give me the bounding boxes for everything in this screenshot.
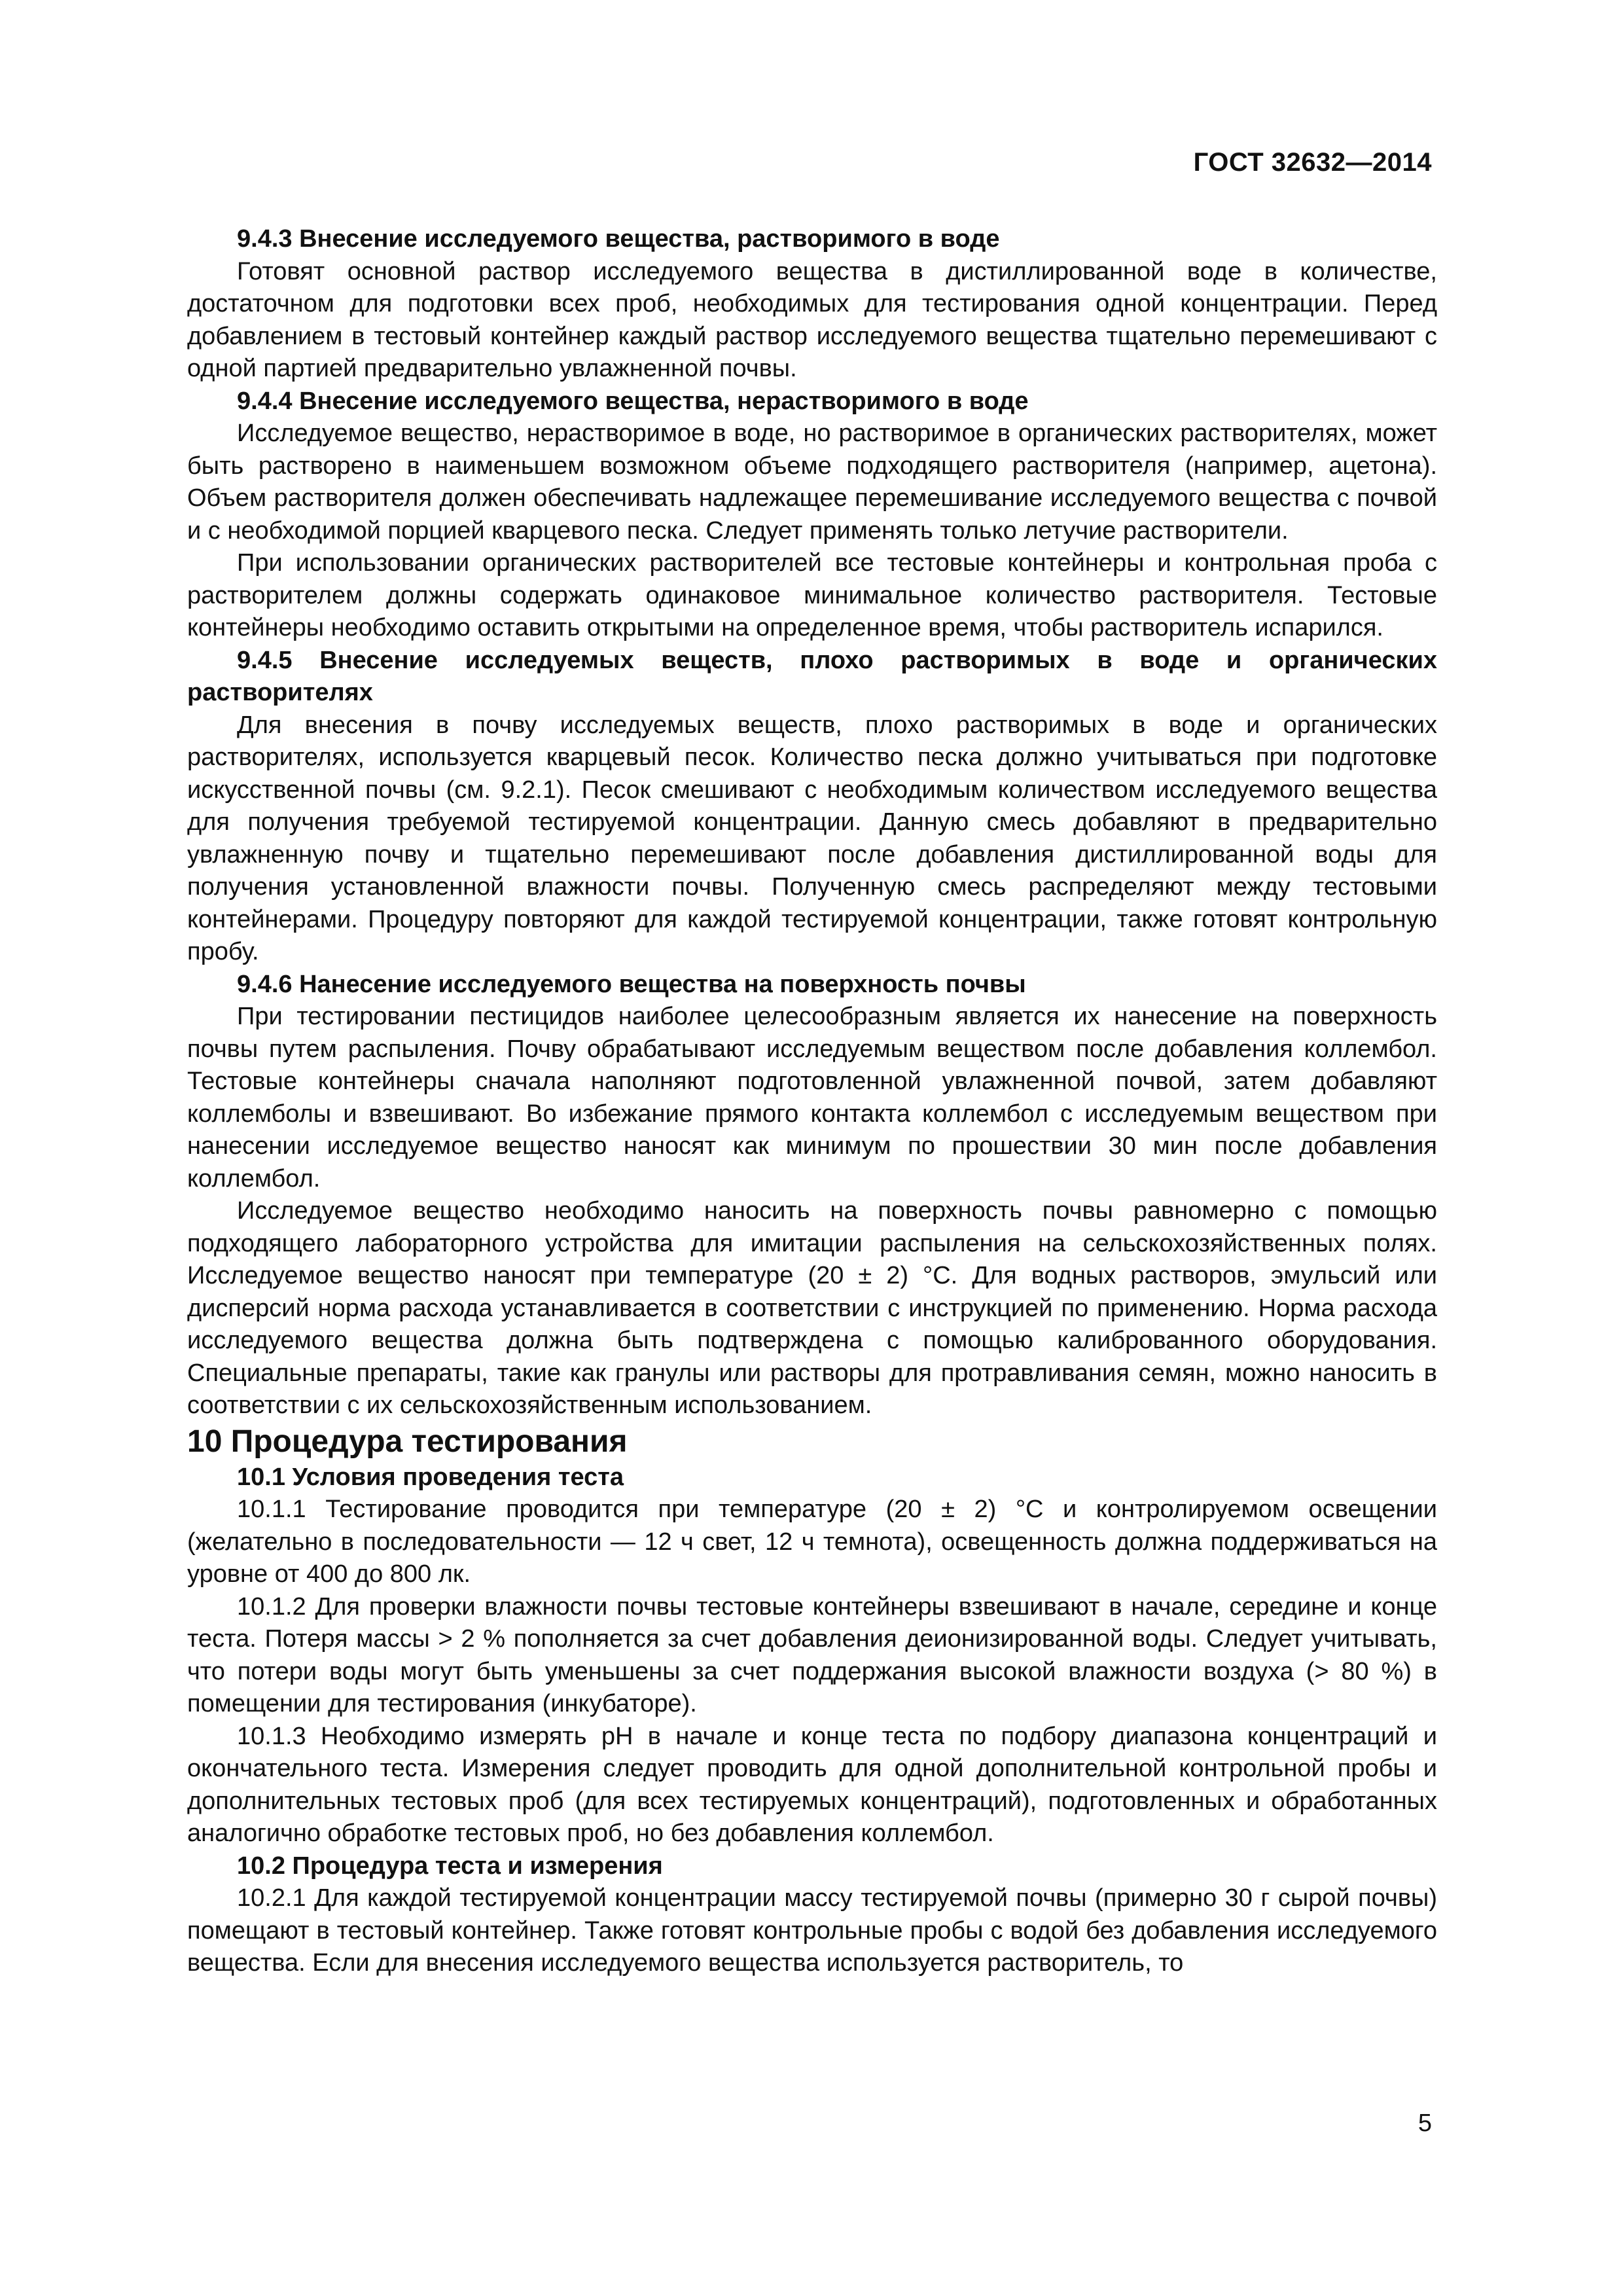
- subsection-9-4-3-title: 9.4.3 Внесение исследуемого вещества, растворимого в воде: [237, 225, 1000, 253]
- subsection-9-4-5-title: 9.4.5 Внесение исследуемых веществ, плохо растворимых в воде и органических растворителях: [187, 646, 1437, 706]
- paragraph: Для внесения в почву исследуемых веществ, плохо растворимых в воде и органических растворителях, используется кварцевый песок. Количество песка должно учитываться при подготовке искусственной почвы (см. 9.2.1). Песок смешивают с необходимым количеством исследуемого вещества для получения требуемой тестируемой концентрации. Данную смесь добавляют в предварительно увлажненную почву и тщательно перемешивают после добавления дистиллированной воды для получения установленной влажности почвы. Полученную смесь распределяют между тестовыми контейнерами. Процедуру повторяют для каждой тестируемой концентрации, также готовят контрольную пробу.: [187, 711, 1437, 965]
- section-10-title: 10 Процедура тестирования: [187, 1424, 628, 1459]
- subsection-10-2-title: 10.2 Процедура теста и измерения: [237, 1852, 663, 1880]
- paragraph: 10.2.1 Для каждой тестируемой концентрации массу тестируемой почвы (примерно 30 г сырой почвы) помещают в тестовый контейнер. Также готовят контрольные пробы с водой без добавления исследуемого вещества. Если для внесения исследуемого вещества используется растворитель, то: [187, 1884, 1437, 1977]
- page-number: 5: [1418, 2109, 1432, 2137]
- paragraph: 10.1.2 Для проверки влажности почвы тестовые контейнеры взвешивают в начале, середине и конце теста. Потеря массы > 2 % пополняется за счет добавления деионизированной воды. Следует учитывать, что потери воды могут быть уменьшены за счет поддержания высокой влажности воздуха (> 80 %) в помещении для тестирования (инкубаторе).: [187, 1592, 1437, 1717]
- document-header: ГОСТ 32632—2014: [1193, 148, 1432, 177]
- subsection-10-1-title: 10.1 Условия проведения теста: [237, 1463, 624, 1491]
- document-body: [187, 223, 1437, 1980]
- paragraph: При использовании органических растворителей все тестовые контейнеры и контрольная проба с растворителем должны содержать одинаковое минимальное количество растворителя. Тестовые контейнеры необходимо оставить открытыми на определенное время, чтобы растворитель испарился.: [187, 549, 1437, 641]
- paragraph: 10.1.1 Тестирование проводится при температуре (20 ± 2) °С и контролируемом освещении (желательно в последовательности — 12 ч свет, 12 ч темнота), освещенность должна поддерживаться на уровне от 400 до 800 лк.: [187, 1496, 1437, 1588]
- paragraph: Исследуемое вещество необходимо наносить на поверхность почвы равномерно с помощью подходящего лабораторного устройства для имитации распыления на сельскохозяйственных полях. Исследуемое вещество наносят при температуре (20 ± 2) °С. Для водных растворов, эмульсий или дисперсий норма расхода устанавливается в соответствии с инструкцией по применению. Норма расхода исследуемого вещества должна быть подтверждена с помощью калиброванного оборудования. Специальные препараты, такие как гранулы или растворы для протравливания семян, можно наносить в соответствии с их сельскохозяйственным использованием.: [187, 1197, 1437, 1419]
- paragraph: Готовят основной раствор исследуемого вещества в дистиллированной воде в количестве, достаточном для подготовки всех проб, необходимых для тестирования одной концентрации. Перед добавлением в тестовый контейнер каждый раствор исследуемого вещества тщательно перемешивают с одной партией предварительно увлажненной почвы.: [187, 257, 1437, 382]
- paragraph: 10.1.3 Необходимо измерять рН в начале и конце теста по подбору диапазона концентраций и окончательного теста. Измерения следует проводить для одной дополнительной контрольной пробы и дополнительных тестовых проб (для всех тестируемых концентраций), подготовленных и обработанных аналогично обработке тестовых проб, но без добавления коллембол.: [187, 1722, 1437, 1847]
- paragraph: При тестировании пестицидов наиболее целесообразным является их нанесение на поверхность почвы путем распыления. Почву обрабатывают исследуемым веществом после добавления коллембол. Тестовые контейнеры сначала наполняют подготовленной увлажненной почвой, затем добавляют коллемболы и взвешивают. Во избежание прямого контакта коллембол с исследуемым веществом при нанесении исследуемое вещество наносят как минимум по прошествии 30 мин после добавления коллембол.: [187, 1003, 1437, 1193]
- subsection-9-4-6-title: 9.4.6 Нанесение исследуемого вещества на поверхность почвы: [237, 970, 1026, 998]
- paragraph: Исследуемое вещество, нерастворимое в воде, но растворимое в органических растворителях, может быть растворено в наименьшем возможном объеме подходящего растворителя (например, ацетона). Объем растворителя должен обеспечивать надлежащее перемешивание исследуемого вещества с почвой и с необходимой порцией кварцевого песка. Следует применять только летучие растворители.: [187, 420, 1437, 545]
- subsection-9-4-4-title: 9.4.4 Внесение исследуемого вещества, нерастворимого в воде: [237, 387, 1029, 415]
